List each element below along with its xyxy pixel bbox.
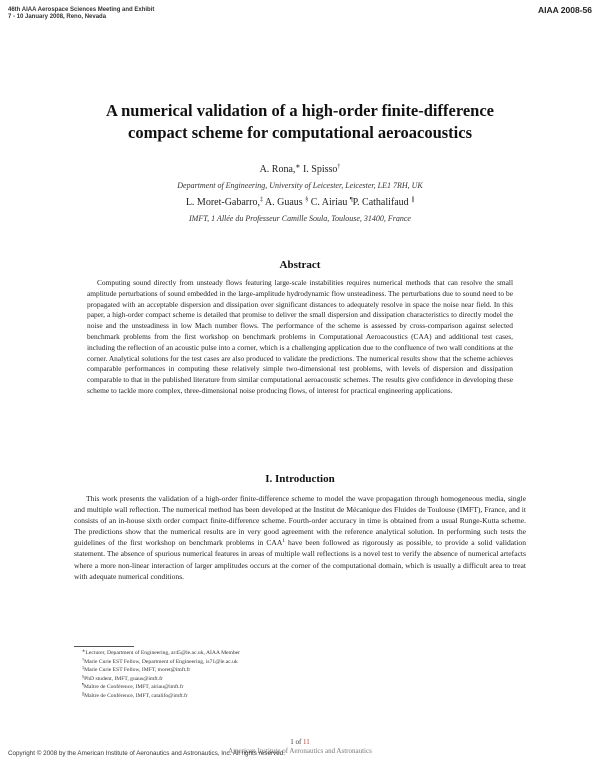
footnote-mark: ∥ [82,690,85,696]
footnote-text: Marie Curie EST Fellow, Department of Engineering, is71@le.ac.uk [84,658,238,665]
citation-ref: 1 [282,539,285,545]
page-total-link[interactable]: 11 [303,738,310,746]
author-guaus: A. Guaus [262,197,303,208]
footnote-item [82,683,522,692]
conference-dates: 7 - 10 January 2008, Reno, Nevada [8,14,107,20]
footnote-item [82,649,522,658]
footnote-text: Lecturer, Department of Engineering, ar45@le.ac.uk, AIAA Member [85,650,241,656]
footnote-item [82,692,522,701]
conference-name: 46th AIAA Aerospace Sciences Meeting and Exhibit [8,7,155,13]
author-line-1 [40,164,560,175]
footnotes [82,649,522,701]
page-number-prefix: 1 of [290,738,304,746]
copyright-notice: Copyright © 2008 by the American Institute of Aeronautics and Astronautics, Inc. All rights reserved. [8,750,285,757]
page-number [0,738,600,746]
footnote-mark: § [82,673,85,679]
author-spisso: I. Spisso [300,164,338,175]
author-mark: ∗ [295,164,301,170]
section-heading-introduction: I. Introduction [265,473,335,485]
intro-text-part-1: This work presents the validation of a high-order finite-difference scheme to model the wave propagation through homogeneous media, single and multiple wall reflection. The numerical method has been developed at the Institut de Mécanique des Fluides de Toulouse (IMFT), France, and it consists of an in-house sixth order compact finite-difference scheme. Fourth-order accuracy in time is obtained from a usual Runge-Kutta scheme. The predictions show that the numerical results are in very good agreement with the reference analytical solution. In performing such tests the guidelines of the first workshop on benchmark problems in CAA [74,494,526,548]
footnote-text: PhD student, IMFT, guaus@imft.fr [84,675,163,682]
footnote-mark: ∗ [82,648,86,653]
paper-id: AIAA 2008-56 [537,5,592,15]
footnote-item [82,666,522,675]
footnote-mark: ‡ [82,665,85,671]
abstract-heading: Abstract [279,259,321,271]
author-line-2 [40,197,560,208]
title-line-1: A numerical validation of a high-order finite-difference [105,101,495,120]
footnote-text: Maître de Conférence, IMFT, catalifo@imft.fr [84,692,188,699]
footnote-rule [74,646,134,647]
abstract-text: Computing sound directly from unsteady flows featuring large-scale instabilities requires numerical methods that can resolve the small amplitude perturbations of sound embedded in the large-amplitude hydrodynamic flow unsteadiness. The perturbations due to sound need to be propagated with an acceptable dispersion and dissipation over significant distances to adequately resolve in space the noise near field. In this paper, a high-order compact scheme is detailed that promise to deliver the small dispersion and dissipation characteristics to directly model the noise and the unsteadiness in low Mach number flows. The performance of the scheme is assessed by cross-comparison against selected benchmark problems from the first workshop on benchmark problems in Computational Aeroacoustics (CAA) and additional test cases, including the reflection of an acoustic pulse into a corner, which is a challenging application due to the confluence of two wall conditions at the corner. Analytical solutions for the test cases are also produced to validate the predictions. The numerical results show that the scheme achieves comparable performances in computing these relatively simple two-dimensional test problems, with levels of dispersion and dissipation comparable to that in the published literature from similar computational aeroacoustic schemes. The results give confidence in developing these scheme to tackle more complex, three-dimensional noise producing flows, of interest for practical engineering applications. [87,278,513,395]
footnote-mark: ¶ [82,682,84,688]
introduction-text [74,493,526,582]
affiliation-leicester: Department of Engineering, University of Leicester, Leicester, LE1 7RH, UK [177,181,423,190]
footnote-text: Maître de Conférence, IMFT, airiau@imft.fr [83,684,184,691]
author-mark: ¶ [349,197,353,203]
author-rona: A. Rona, [259,164,296,175]
footnote-item [82,675,522,684]
footnote-mark: † [82,656,85,662]
author-mark: § [305,197,309,203]
conference-header [8,7,154,21]
paper-title [40,100,560,144]
affiliation-imft: IMFT, 1 Allée du Professeur Camille Soula, Toulouse, 31400, France [189,214,411,223]
author-moret-gabarro: L. Moret-Gabarro, [185,197,260,208]
author-mark: ∥ [411,197,415,203]
author-airiau: C. Airiau [308,197,348,208]
intro-text-part-2: have been followed as rigorously as possible, to provide a solid validation statement. The absence of spurious numerical features in areas of multiple wall reflections is a novel test to verify the absence of numerical artefacts where a more non-linear interaction of larger amplitudes occurs at the corner of the computational domain, which is usually a difficult area to treat with adequate numerical conditions. [74,538,526,581]
author-mark: † [337,164,341,170]
author-mark: ‡ [259,197,263,203]
footnote-text: Marie Curie EST Fellow, IMFT, moret@imft.fr [84,667,191,674]
title-line-2: compact scheme for computational aeroacoustics [128,123,472,142]
footnote-item [82,658,522,667]
publisher-line: American Institute of Aeronautics and Astronautics [228,747,372,755]
author-cathalifaud: P. Cathalifaud [352,197,409,208]
